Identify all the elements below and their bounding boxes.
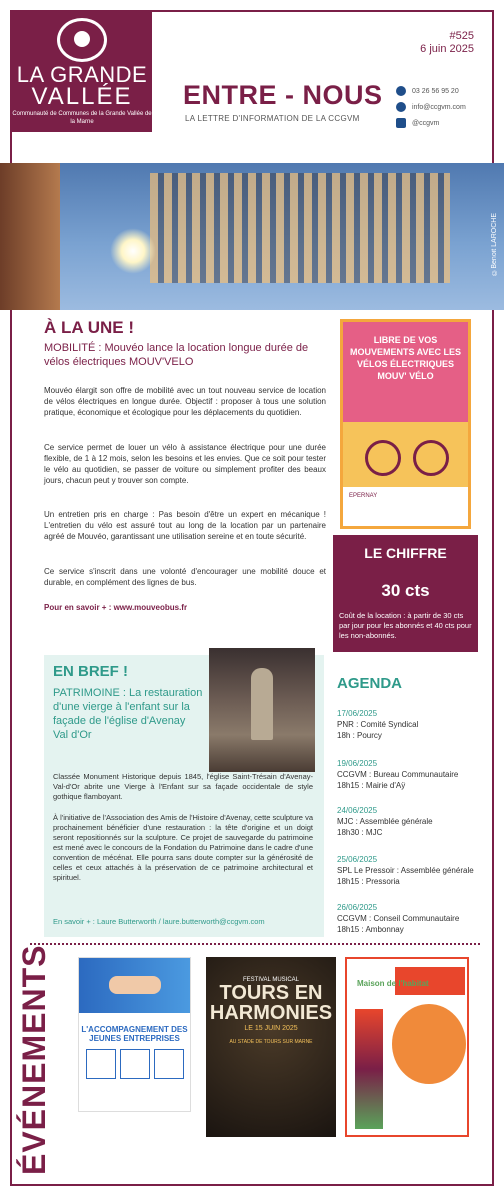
social[interactable]: @ccgvm bbox=[412, 120, 440, 127]
une-p2: Ce service permet de louer un vélo à assistance électrique pour une durée flexible, de 1 à 12 mois, selon les besoins et les envies. Que ce soit pour tester le vélo au quotidien, se passer de voiture ou simplement profiter des beaux jours, chacun peut y trouver son compte. bbox=[44, 443, 326, 485]
bref-headline: PATRIMOINE : La restauration d'une vierge à l'enfant sur la façade de l'église d'Avenay Val d'Or bbox=[53, 687, 203, 741]
une-headline: MOBILITÉ : Mouvéo lance la location longue durée de vélos électriques MOUV'VELO bbox=[44, 342, 309, 368]
info-block bbox=[154, 1049, 184, 1079]
church-photo bbox=[209, 648, 315, 772]
events-label: ÉVÉNEMENTS bbox=[16, 944, 52, 1175]
sun bbox=[110, 228, 156, 274]
info-block bbox=[86, 1049, 116, 1079]
poster-footer: EPERNAY bbox=[349, 493, 378, 499]
agenda-date: 24/06/2025 bbox=[337, 806, 378, 815]
divider bbox=[30, 943, 480, 945]
handshake-icon bbox=[79, 958, 190, 1013]
info-block bbox=[120, 1049, 150, 1079]
une-p4: Ce service s'inscrit dans une volonté d'encourager une mobilité douce et durable, en complément des lignes de bus. bbox=[44, 567, 326, 587]
phone-icon bbox=[396, 86, 406, 96]
agenda-item bbox=[337, 708, 418, 741]
event-poster-tours-harmonies[interactable] bbox=[206, 957, 336, 1137]
email-icon bbox=[396, 102, 406, 112]
agenda-event: CCGVM : Bureau Communautaire bbox=[337, 770, 459, 779]
poster-text: LIBRE DE VOS MOUVEMENTS AVEC LES VÉLOS ÉLECTRIQUES MOUV' VÉLO bbox=[343, 322, 468, 422]
event-poster-entreprises[interactable] bbox=[78, 957, 191, 1112]
ev2-place: AU STADE DE TOURS SUR MARNE bbox=[229, 1039, 313, 1045]
logo-line1: LA GRANDE bbox=[16, 62, 148, 87]
une-p1: Mouvéo élargit son offre de mobilité avec un tout nouveau service de location de vélos électriques en longue durée. Objectif : proposer à tous une solution pratique, économique et écologique pour les déplacements du quotidien. bbox=[44, 386, 326, 417]
logo-line2: VALLÉE bbox=[31, 83, 133, 110]
newsletter-subtitle: LA LETTRE D'INFORMATION DE LA CCGVM bbox=[185, 114, 360, 123]
agenda-place: 18h15 : Ambonnay bbox=[337, 925, 404, 934]
contacts bbox=[396, 84, 466, 132]
chiffre-value: 30 cts bbox=[381, 581, 430, 600]
ev2-title: TOURS EN HARMONIES bbox=[209, 982, 333, 1024]
phone[interactable]: 03 26 56 95 20 bbox=[412, 88, 459, 95]
bref-p1: Classée Monument Historique depuis 1845, l'église Saint-Trésain d'Avenay-Val-d'Or abrite une Vierge à l'Enfant sur sa façade occidentale de style gothique flamboyant. bbox=[53, 772, 313, 801]
statue bbox=[251, 668, 273, 740]
agenda-date: 17/06/2025 bbox=[337, 709, 378, 718]
agenda-date: 25/06/2025 bbox=[337, 855, 378, 864]
agenda-place: 18h15 : Pressoria bbox=[337, 877, 400, 886]
agenda-item bbox=[337, 758, 458, 791]
bref-more-link[interactable]: En savoir + : Laure Butterworth / laure.butterworth@ccgvm.com bbox=[53, 917, 265, 926]
agenda-place: 18h15 : Mairie d'Aÿ bbox=[337, 781, 406, 790]
agenda-event: CCGVM : Conseil Communautaire bbox=[337, 914, 460, 923]
banner-photo bbox=[0, 163, 504, 310]
agenda-item bbox=[337, 854, 474, 887]
agenda-title: AGENDA bbox=[337, 675, 403, 692]
facebook-icon bbox=[396, 118, 406, 128]
pole bbox=[0, 163, 60, 310]
chiffre-title: LE CHIFFRE bbox=[364, 545, 447, 561]
bref-p2: À l'initiative de l'Association des Amis de l'Histoire d'Avenay, cette sculpture va prochainement bénéficier d'une restauration : la tête d'origine et un doigt seront repositionnés sur la sculpture. Ce projet de sauvegarde du patrimoine est mené avec le concours de la Fondation du Patrimoine dans le cadre d'une convention de mécénat. Elle pourra sans doute compter sur la générosité de celles et ceux attachés à la préservation de ce patrimoine architectural et spirituel. bbox=[53, 813, 313, 882]
logo-line3: Communauté de Communes de la Grande Vallée de la Marne bbox=[12, 111, 152, 125]
une-more-link[interactable]: Pour en savoir + : www.mouveobus.fr bbox=[44, 603, 188, 612]
ev2-date: LE 15 JUIN 2025 bbox=[244, 1025, 298, 1032]
event-poster-habitat[interactable] bbox=[345, 957, 469, 1137]
agenda-place: 18h : Pourcy bbox=[337, 731, 382, 740]
photo-credit: ©Benoit LAROCHE bbox=[491, 213, 498, 276]
logo bbox=[12, 12, 152, 132]
issue-info bbox=[420, 30, 474, 56]
bike-icon bbox=[343, 422, 468, 487]
ev2-festival: FESTIVAL MUSICAL bbox=[242, 977, 299, 983]
agenda-event: SPL Le Pressoir : Assemblée générale bbox=[337, 866, 474, 875]
agenda-item bbox=[337, 805, 433, 838]
une-p3: Un entretien pris en charge : Pas besoin d'être un expert en mécanique ! L'entretien du vélo est assuré tout au long de la location par un partenaire agréé de Mouvéo, garantissant une utilisation sereine et en toute sécurité. bbox=[44, 510, 326, 541]
agenda-place: 18h30 : MJC bbox=[337, 828, 383, 837]
ev3-title: Maison de l'habitat bbox=[357, 979, 429, 988]
issue-date: 6 juin 2025 bbox=[420, 43, 474, 55]
chiffre-box bbox=[333, 535, 478, 652]
agenda-item bbox=[337, 902, 459, 935]
agenda-date: 26/06/2025 bbox=[337, 903, 378, 912]
mouvvelo-poster bbox=[340, 319, 471, 529]
house-icon bbox=[355, 1009, 383, 1129]
email[interactable]: info@ccgvm.com bbox=[412, 104, 466, 111]
ev1-title: L'ACCOMPAGNEMENT DES JEUNES ENTREPRISES bbox=[81, 1025, 188, 1043]
mosaic-sculpture bbox=[150, 173, 450, 283]
agenda-date: 19/06/2025 bbox=[337, 759, 378, 768]
une-title: À LA UNE ! bbox=[44, 318, 135, 337]
newsletter-title: ENTRE - NOUS bbox=[183, 80, 383, 110]
chiffre-desc: Coût de la location : à partir de 30 cts par jour pour les abonnés et 40 cts pour les non-abonnés. bbox=[339, 611, 472, 640]
bref-title: EN BREF ! bbox=[53, 663, 128, 680]
logo-emblem-icon bbox=[57, 18, 107, 62]
agenda-event: MJC : Assemblée générale bbox=[337, 817, 433, 826]
agenda-event: PNR : Comité Syndical bbox=[337, 720, 419, 729]
issue-number: #525 bbox=[449, 30, 474, 42]
ev3-circle bbox=[392, 1004, 466, 1084]
